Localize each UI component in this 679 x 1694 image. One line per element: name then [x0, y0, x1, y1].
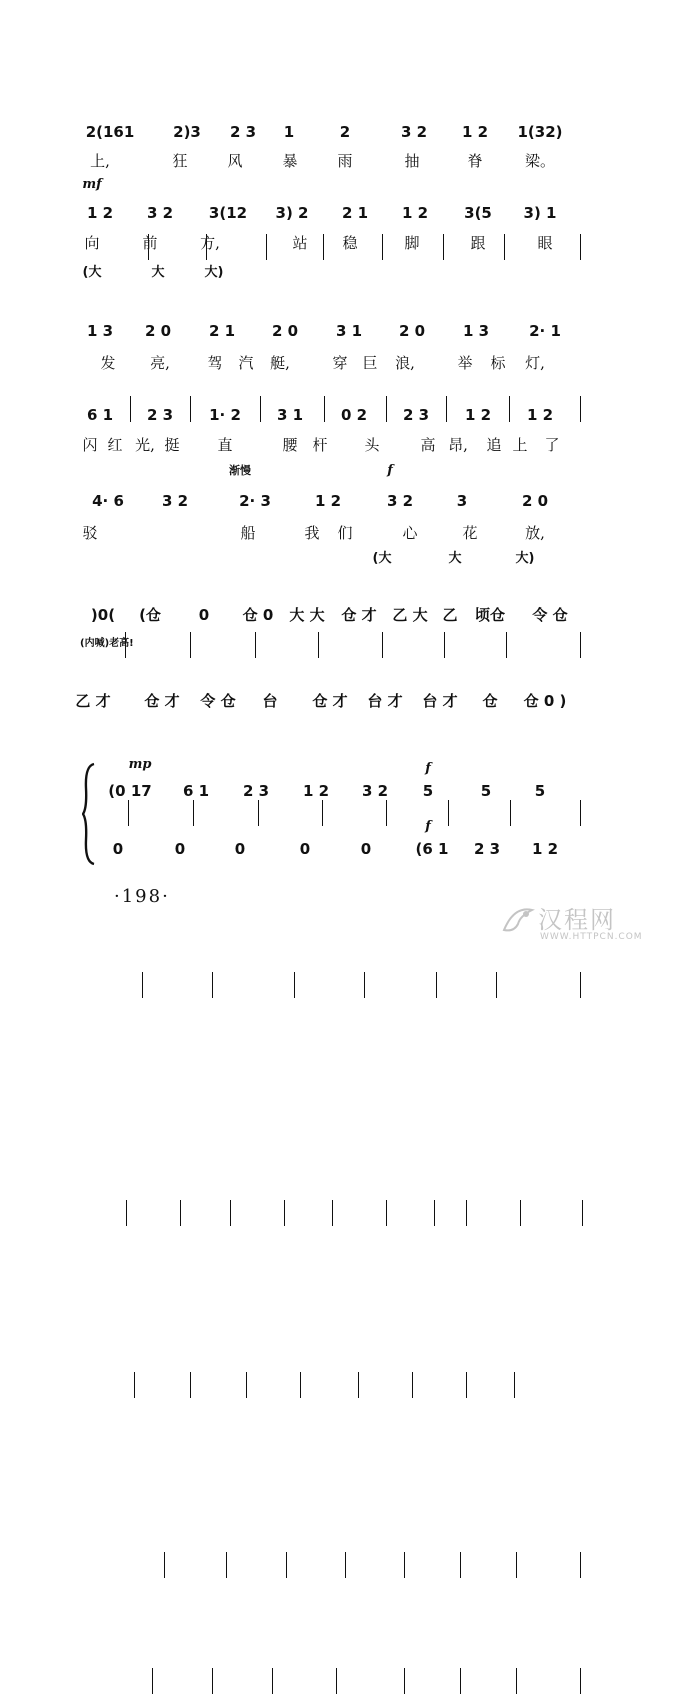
- percussion-syllable: (大: [372, 551, 392, 566]
- lyric-char: 前: [142, 234, 158, 252]
- lyric-char: 红: [107, 436, 123, 454]
- percussion-group: 大 大: [289, 606, 325, 624]
- note-group: 3) 1: [523, 204, 557, 222]
- bar-line: [272, 1668, 273, 1694]
- bar-line: [496, 972, 497, 998]
- lyric-char: 脚: [404, 234, 420, 252]
- dynamic-mark: f: [425, 761, 431, 776]
- lyric-char: 向: [84, 234, 100, 252]
- lyric-row-4: [0, 434, 679, 456]
- percussion-group: 仓 0: [242, 606, 274, 624]
- bar-line: [460, 1552, 461, 1578]
- lyric-char: 腰: [282, 436, 298, 454]
- bar-line: [516, 1668, 517, 1694]
- percussion-group: 顷仓: [474, 606, 506, 624]
- lyric-row-2: [0, 232, 679, 254]
- lyric-char: 放,: [525, 524, 545, 542]
- lyric-char: 花: [462, 524, 478, 542]
- bar-line: [190, 1372, 191, 1398]
- notation-row-8-lower: [0, 834, 679, 864]
- lyric-char: 汽: [238, 354, 254, 372]
- percussion-group: 仓 才: [144, 692, 180, 710]
- watermark-url: WWW.HTTPCN.COM: [540, 932, 643, 942]
- note-group: 1 3: [86, 322, 114, 340]
- note-group: 0: [174, 840, 186, 858]
- lyric-char: 跟: [470, 234, 486, 252]
- watermark-text: 汉程网: [538, 906, 616, 934]
- notation-row-4: [0, 400, 679, 430]
- lyric-char: 亮,: [150, 354, 170, 372]
- lyric-char: 了: [544, 436, 560, 454]
- note-group: 2 3: [146, 406, 174, 424]
- watermark-logo-icon: [500, 902, 536, 938]
- note-group: 3(5: [464, 204, 492, 222]
- bar-line: [404, 1552, 405, 1578]
- bar-line: [345, 1552, 346, 1578]
- percussion-group: 仓: [482, 692, 498, 710]
- bar-line: [460, 1668, 461, 1694]
- bar-line: [364, 972, 365, 998]
- bar-line: [580, 1668, 581, 1694]
- bar-line: [212, 972, 213, 998]
- note-group: 0: [234, 840, 246, 858]
- bar-line: [164, 1552, 165, 1578]
- note-group: 2 3: [229, 123, 257, 141]
- lyric-char: 穿: [332, 354, 348, 372]
- note-group: 1· 2: [209, 406, 241, 424]
- lyric-char: 我: [304, 524, 320, 542]
- lyric-char: 上,: [90, 152, 110, 170]
- bar-line: [516, 1552, 517, 1578]
- notation-row-2: [0, 198, 679, 228]
- lyric-char: 驳: [82, 524, 98, 542]
- note-group: 2 3: [473, 840, 501, 858]
- note-group: 1 2: [526, 406, 554, 424]
- lyric-char: 站: [292, 234, 308, 252]
- lyric-char: 上: [512, 436, 528, 454]
- note-group: 0 2: [340, 406, 368, 424]
- tempo-mark: 渐慢: [229, 464, 251, 477]
- bar-line: [190, 632, 191, 658]
- bar-line: [300, 1372, 301, 1398]
- percussion-group: 台 才: [367, 692, 403, 710]
- lyric-char: 高: [420, 436, 436, 454]
- lyric-char: 艇,: [270, 354, 290, 372]
- bar-line: [152, 1668, 153, 1694]
- note-group: 2 1: [208, 322, 236, 340]
- note-group: 2 0: [144, 322, 172, 340]
- percussion-row-7: [0, 686, 679, 716]
- lyric-char: 举: [457, 354, 473, 372]
- lyric-char: 梁。: [524, 152, 556, 170]
- note-group: 3 2: [400, 123, 428, 141]
- note-group: 1 2: [401, 204, 429, 222]
- lyric-char: 驾: [207, 354, 223, 372]
- inner-shout-label: (内喊)老高!: [80, 638, 134, 649]
- bar-line: [436, 972, 437, 998]
- bar-line: [444, 632, 445, 658]
- lyric-char: 浪,: [395, 354, 415, 372]
- lyric-char: 们: [337, 524, 353, 542]
- note-group: 2 3: [242, 782, 270, 800]
- note-group: 1 2: [464, 406, 492, 424]
- dynamic-mark: f: [425, 819, 431, 834]
- bar-line: [332, 1200, 333, 1226]
- percussion-syllable: (大: [82, 265, 102, 280]
- note-group: 2· 3: [239, 492, 271, 510]
- bar-line: [582, 1200, 583, 1226]
- percussion-group: 台 才: [422, 692, 458, 710]
- lyric-char: 标: [490, 354, 506, 372]
- note-group: 1 2: [461, 123, 489, 141]
- bar-line: [580, 972, 581, 998]
- bar-line: [404, 1668, 405, 1694]
- bar-line: [358, 1372, 359, 1398]
- bar-line: [336, 1668, 337, 1694]
- lyric-char: 昂,: [448, 436, 468, 454]
- note-group: 3) 2: [275, 204, 309, 222]
- lyric-char: 光,: [135, 436, 155, 454]
- note-group: 2 3: [402, 406, 430, 424]
- note-group: 3 2: [161, 492, 189, 510]
- lyric-row-3: [0, 352, 679, 374]
- percussion-group: (仓: [139, 606, 161, 624]
- page-number: ·198·: [114, 886, 170, 907]
- note-group: 2· 1: [529, 322, 561, 340]
- note-group: 6 1: [182, 782, 210, 800]
- note-group: 2)3: [173, 123, 201, 141]
- lyric-char: 直: [217, 436, 233, 454]
- lyric-row-5: [0, 522, 679, 544]
- note-group: 1 2: [86, 204, 114, 222]
- bar-line: [134, 1372, 135, 1398]
- bar-line: [255, 632, 256, 658]
- percussion-group: )0(: [90, 606, 116, 624]
- note-group: 2 0: [521, 492, 549, 510]
- bar-line: [466, 1372, 467, 1398]
- note-group: 1(32): [517, 123, 563, 141]
- lyric-char: 巨: [362, 354, 378, 372]
- note-group: 2 0: [271, 322, 299, 340]
- note-group: 1 3: [462, 322, 490, 340]
- note-group: 0: [299, 840, 311, 858]
- note-group: 1 2: [314, 492, 342, 510]
- note-group: 5: [480, 782, 492, 800]
- bar-line: [434, 1200, 435, 1226]
- percussion-lyric-row-5: [0, 548, 679, 570]
- lyric-char: 雨: [337, 152, 353, 170]
- lyric-char: 追: [486, 436, 502, 454]
- bar-line: [466, 1200, 467, 1226]
- bar-line: [382, 632, 383, 658]
- note-group: 1 2: [302, 782, 330, 800]
- note-group: 3(12: [208, 204, 248, 222]
- lyric-char: 暴: [282, 152, 298, 170]
- percussion-group: 乙: [442, 606, 458, 624]
- lyric-char: 稳: [342, 234, 358, 252]
- dynamic-mark: f: [387, 463, 393, 478]
- bar-line: [180, 1200, 181, 1226]
- note-group: 6 1: [86, 406, 114, 424]
- bar-line: [230, 1200, 231, 1226]
- bar-line: [580, 1552, 581, 1578]
- watermark: [500, 896, 670, 958]
- note-group: 3 2: [386, 492, 414, 510]
- percussion-group: 令 仓: [200, 692, 236, 710]
- bar-line: [506, 632, 507, 658]
- bar-line: [412, 1372, 413, 1398]
- bar-line: [284, 1200, 285, 1226]
- bar-line: [514, 1372, 515, 1398]
- lyric-char: 脊: [467, 152, 483, 170]
- bar-line: [226, 1552, 227, 1578]
- note-group: 5: [534, 782, 546, 800]
- percussion-group: 台: [262, 692, 278, 710]
- notation-row-5: [0, 486, 679, 516]
- lyric-char: 闪: [82, 436, 98, 454]
- bar-line: [520, 1200, 521, 1226]
- percussion-syllable: 大): [515, 551, 535, 566]
- note-group: 3 1: [335, 322, 363, 340]
- note-group: 2: [339, 123, 351, 141]
- percussion-group: 0: [198, 606, 210, 624]
- percussion-syllable: 大: [448, 551, 462, 566]
- note-group: 2(161: [85, 123, 135, 141]
- bar-line: [286, 1552, 287, 1578]
- note-group: 0: [360, 840, 372, 858]
- lyric-char: 眼: [537, 234, 553, 252]
- note-group: 3 1: [276, 406, 304, 424]
- lyric-char: 挺: [164, 436, 180, 454]
- note-group: (0 17: [108, 782, 152, 800]
- lyric-char: 狂: [172, 152, 188, 170]
- percussion-group: 乙 大: [392, 606, 428, 624]
- dynamic-mark: mp: [128, 757, 152, 772]
- dynamic-mark: mf: [82, 177, 102, 192]
- lyric-char: 船: [240, 524, 256, 542]
- notation-row-8-upper: [0, 776, 679, 806]
- percussion-row-6: [0, 600, 679, 630]
- lyric-char: 灯,: [525, 354, 545, 372]
- note-group: 2 1: [341, 204, 369, 222]
- percussion-group: 乙 才: [75, 692, 111, 710]
- percussion-group: 令 仓: [532, 606, 568, 624]
- percussion-group: 仓 0 ): [523, 692, 567, 710]
- bar-line: [580, 632, 581, 658]
- lyric-char: 头: [364, 436, 380, 454]
- lyric-char: 抽: [404, 152, 420, 170]
- percussion-syllable: 大: [151, 265, 165, 280]
- lyric-row-1: [0, 150, 679, 172]
- lyric-char: 心: [402, 524, 418, 542]
- note-group: 4· 6: [92, 492, 124, 510]
- notation-row-3: [0, 316, 679, 346]
- bar-line: [142, 972, 143, 998]
- bar-line: [386, 1200, 387, 1226]
- bar-line: [294, 972, 295, 998]
- note-group: 1 2: [531, 840, 559, 858]
- percussion-group: 仓 才: [312, 692, 348, 710]
- lyric-char: 杆: [312, 436, 328, 454]
- lyric-char: 发: [100, 354, 116, 372]
- note-group: 3: [456, 492, 468, 510]
- bar-line: [318, 632, 319, 658]
- note-group: 1: [283, 123, 295, 141]
- note-group: 5: [422, 782, 434, 800]
- lyric-char: 方,: [200, 234, 220, 252]
- bar-line: [126, 1200, 127, 1226]
- percussion-group: 仓 才: [341, 606, 377, 624]
- note-group: 3 2: [361, 782, 389, 800]
- bar-line: [212, 1668, 213, 1694]
- notation-row-1: [0, 117, 679, 147]
- note-group: 0: [112, 840, 124, 858]
- lyric-char: 风: [227, 152, 243, 170]
- percussion-syllable: 大): [204, 265, 224, 280]
- note-group: 3 2: [146, 204, 174, 222]
- bar-line: [246, 1372, 247, 1398]
- note-group: (6 1: [415, 840, 449, 858]
- percussion-lyric-row-2: [0, 262, 679, 284]
- note-group: 2 0: [398, 322, 426, 340]
